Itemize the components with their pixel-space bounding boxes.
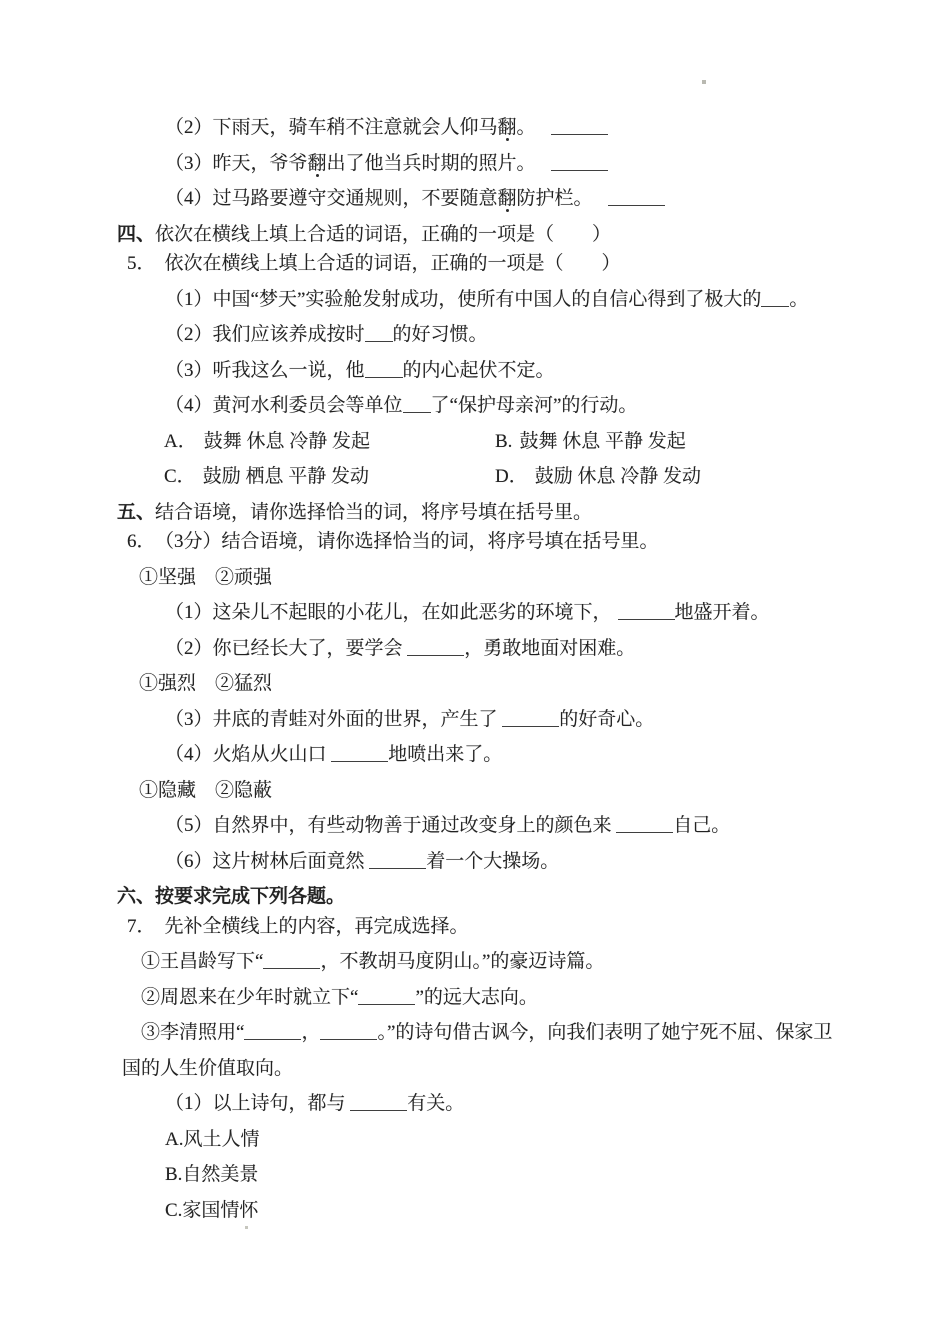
item-number: （3） [165, 359, 213, 381]
item-text: 井底的青蛙对外面的世界，产生了 [212, 708, 503, 730]
option-label: C． [164, 466, 196, 487]
answer-blank [331, 761, 388, 762]
answer-blank [502, 726, 559, 727]
question-title: 依次在横线上填上合适的词语，正确的一项是（ ） [164, 253, 621, 274]
answer-blank [608, 205, 665, 206]
item-text: 地盛开着。 [674, 602, 770, 623]
item-text: 自己。 [673, 815, 731, 836]
q6-word-group-3 [0, 773, 950, 809]
item-text: 这片树林后面竟然 [212, 850, 370, 872]
q3-item-4 [0, 181, 950, 217]
q6-sub-item-5 [0, 808, 950, 844]
item-text: 的好习惯。 [392, 324, 488, 345]
item-number: （3） [165, 708, 213, 730]
question-number: 7． [127, 915, 156, 937]
answer-blank [263, 968, 320, 969]
q5-sub-item-3 [0, 353, 950, 389]
emphasized-char: 翻 [307, 152, 327, 174]
item-text: 中国“梦天”实验舱发射成功，使所有中国人的自信心得到了极大的 [212, 288, 762, 310]
option-c [164, 459, 369, 495]
section-marker: 四、 [117, 223, 156, 245]
option-label: B. [495, 430, 513, 452]
q6-sub-item-6 [0, 844, 950, 880]
question-score: （3分） [164, 531, 222, 552]
option-text: 鼓励 栖息 平静 发动 [202, 466, 369, 487]
option-label: D． [495, 466, 528, 487]
emphasized-char: 翻 [497, 188, 517, 209]
item-text: ，不教胡马度阴山。”的豪迈诗篇。 [320, 951, 605, 972]
q7-poem-line-3 [0, 1015, 950, 1051]
item-number: （2） [165, 324, 213, 345]
item-text: 。 [789, 288, 809, 310]
answer-blank [320, 1039, 377, 1040]
section-marker: 六、 [117, 886, 156, 907]
q3-item-2 [0, 110, 950, 146]
q7-option-a [0, 1122, 950, 1158]
option-text: 鼓舞 休息 冷静 发起 [203, 430, 370, 452]
item-number: （4） [165, 188, 213, 209]
item-text: 昨天，爷爷 [212, 152, 308, 174]
answer-blank [403, 412, 431, 413]
item-text: 出了他当兵时期的照片。 [326, 152, 536, 174]
item-text: ①王昌龄写下“ [141, 951, 264, 972]
answer-blank [407, 655, 464, 656]
item-text: 国的人生价值取向。 [122, 1057, 294, 1079]
section-marker: 五、 [117, 501, 156, 523]
item-text: 下雨天，骑车稍不注意就会人仰马 [212, 117, 498, 138]
item-text: ”的远大志向。 [415, 986, 538, 1008]
option-b [495, 424, 686, 460]
section-title: 依次在横线上填上合适的词语，正确的一项是（ ） [155, 223, 612, 245]
option-text: C.家国情怀 [165, 1199, 259, 1221]
item-text: ， [301, 1022, 321, 1043]
q6-sub-item-3 [0, 702, 950, 738]
item-text: 自然界中，有些动物善于通过改变身上的颜色来 [212, 815, 617, 836]
item-text: ，勇敢地面对困难。 [464, 637, 636, 659]
item-number: （2） [165, 117, 213, 138]
item-text: 听我这么一说，他 [212, 359, 365, 381]
item-number: （1） [165, 602, 213, 623]
item-number: （2） [165, 637, 213, 659]
question-number: 6． [127, 531, 156, 552]
q7-poem-line-1 [0, 944, 950, 980]
answer-blank [616, 832, 673, 833]
item-number: （1） [165, 288, 213, 310]
answer-blank [365, 341, 393, 342]
q7-option-b [0, 1157, 950, 1193]
answer-blank [350, 1110, 407, 1111]
item-text: ③李清照用“ [141, 1022, 245, 1043]
option-a [164, 424, 370, 460]
answer-blank [365, 377, 403, 378]
word-group-text: ①隐藏 ②隐蔽 [139, 779, 273, 801]
item-number: （5） [165, 815, 213, 836]
answer-blank [761, 306, 789, 307]
q6-word-group-1 [0, 560, 950, 596]
option-text: B.自然美景 [165, 1164, 259, 1185]
item-text: 有关。 [407, 1093, 465, 1114]
answer-blank [244, 1039, 301, 1040]
section-title: 按要求完成下列各题。 [155, 886, 346, 907]
answer-blank [618, 619, 675, 620]
q5-options-row-2 [0, 459, 950, 495]
item-text: 你已经长大了，要学会 [212, 637, 408, 659]
emphasized-char: 翻 [497, 117, 517, 138]
item-text: 着一个大操场。 [426, 850, 560, 872]
q7-poem-line-3-wrap [0, 1051, 950, 1087]
item-text: 地喷出来了。 [388, 744, 503, 765]
option-d [495, 459, 701, 495]
q6-sub-item-4 [0, 737, 950, 773]
option-label: A． [164, 430, 197, 452]
q7-option-c [0, 1193, 950, 1229]
q6-heading [0, 524, 950, 560]
option-text: 鼓励 休息 冷静 发动 [534, 466, 701, 487]
option-text: A.风土人情 [165, 1128, 260, 1150]
item-number: （4） [165, 395, 213, 416]
q7-sub-item-1 [0, 1086, 950, 1122]
section-title: 结合语境，请你选择恰当的词，将序号填在括号里。 [155, 501, 593, 523]
q5-options-row-1 [0, 424, 950, 460]
q5-sub-item-1 [0, 282, 950, 318]
item-text: 的内心起伏不定。 [402, 359, 555, 381]
q7-poem-line-2 [0, 980, 950, 1016]
item-number: （1） [165, 1093, 213, 1114]
q5-sub-item-2 [0, 317, 950, 353]
q5-heading [0, 246, 950, 282]
question-title: 先补全横线上的内容，再完成选择。 [164, 915, 469, 937]
q3-item-3 [0, 146, 950, 182]
q7-heading [0, 909, 950, 945]
answer-blank [369, 868, 426, 869]
item-text: 火焰从火山口 [212, 744, 332, 765]
answer-blank [551, 134, 608, 135]
item-number: （6） [165, 850, 213, 872]
question-title: 结合语境，请你选择恰当的词，将序号填在括号里。 [221, 531, 659, 552]
item-number: （3） [165, 152, 213, 174]
word-group-text: ①强烈 ②猛烈 [139, 673, 273, 694]
item-text: 的好奇心。 [559, 708, 655, 730]
item-text: 。 [516, 117, 536, 138]
item-text: 以上诗句，都与 [212, 1093, 351, 1114]
q6-sub-item-2 [0, 631, 950, 667]
item-text: 了“保护母亲河”的行动。 [430, 395, 638, 416]
q6-sub-item-1 [0, 595, 950, 631]
scan-speck [702, 80, 706, 84]
q5-sub-item-4 [0, 388, 950, 424]
q6-word-group-2 [0, 666, 950, 702]
answer-blank [358, 1004, 415, 1005]
item-number: （4） [165, 744, 213, 765]
option-text: 鼓舞 休息 平静 发起 [519, 430, 686, 452]
item-text: ②周恩来在少年时就立下“ [141, 986, 359, 1008]
item-text: 这朵儿不起眼的小花儿，在如此恶劣的环境下， [212, 602, 612, 623]
item-text: 。”的诗句借古讽今，向我们表明了她宁死不屈、保家卫 [377, 1022, 833, 1043]
question-number: 5． [127, 253, 156, 274]
item-text: 过马路要遵守交通规则，不要随意 [212, 188, 498, 209]
word-group-text: ①坚强 ②顽强 [139, 566, 273, 588]
item-text: 黄河水利委员会等单位 [212, 395, 403, 416]
item-text: 我们应该养成按时 [212, 324, 365, 345]
answer-blank [551, 170, 608, 171]
item-text: 防护栏。 [516, 188, 593, 209]
